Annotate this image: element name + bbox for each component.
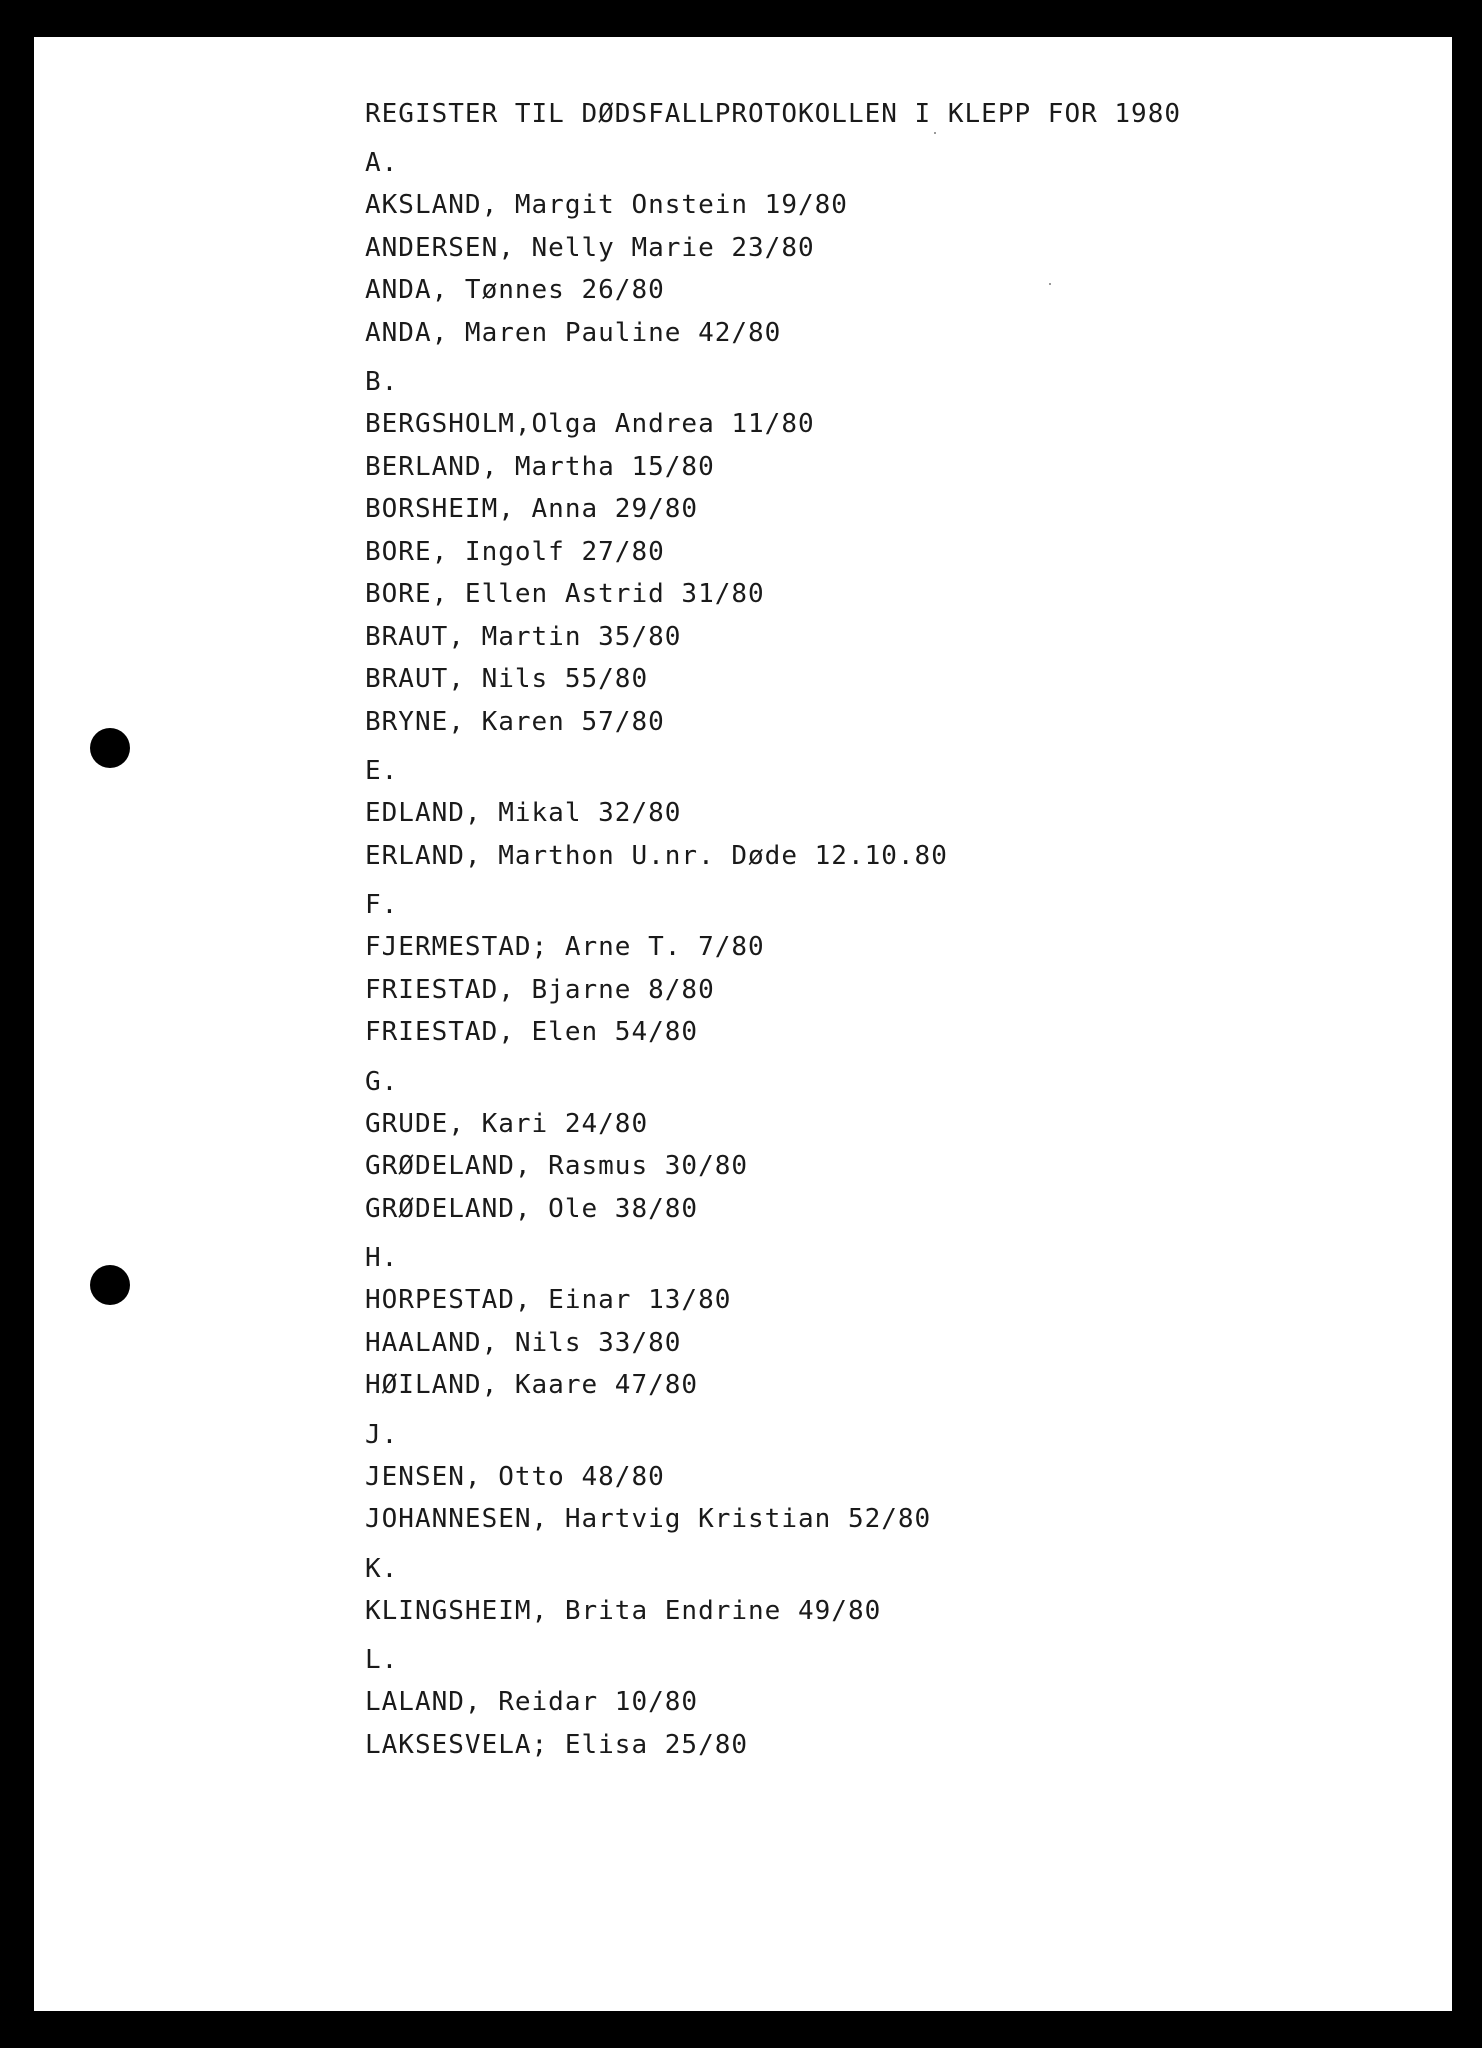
register-entry: BORSHEIM, Anna 29/80 (365, 494, 699, 524)
section-b (365, 361, 1365, 743)
section-letter: B. (365, 367, 399, 397)
register-entry: GRØDELAND, Rasmus 30/80 (365, 1151, 749, 1181)
section-k (365, 1548, 1365, 1633)
register-entry: ERLAND, Marthon U.nr. Døde 12.10.80 (365, 840, 948, 871)
register-entry: FRIESTAD, Bjarne 8/80 (365, 974, 715, 1005)
section-letter: J. (365, 1419, 399, 1450)
section-j (365, 1414, 1365, 1541)
register-entry: JENSEN, Otto 48/80 (365, 1461, 665, 1492)
register-entry: FJERMESTAD; Arne T. 7/80 (365, 932, 765, 962)
register-entry: FRIESTAD, Elen 54/80 (365, 1017, 699, 1047)
section-letter: G. (365, 1066, 399, 1097)
document-title: REGISTER TIL DØDSFALLPROTOKOLLEN I KLEPP FOR 1980 (365, 99, 1182, 129)
register-entry: AKSLAND, Margit Onstein 19/80 (365, 190, 848, 220)
section-h (365, 1237, 1365, 1407)
register-entry: ANDA, Tønnes 26/80 (365, 275, 665, 305)
punch-hole (90, 1265, 130, 1305)
register-entry: BRYNE, Karen 57/80 (365, 706, 665, 737)
register-entry: BRAUT, Martin 35/80 (365, 621, 682, 652)
register-entry: HØILAND, Kaare 47/80 (365, 1370, 699, 1400)
register-entry: HORPESTAD, Einar 13/80 (365, 1285, 732, 1315)
register-entry: HAALAND, Nils 33/80 (365, 1327, 682, 1358)
section-l (365, 1639, 1365, 1766)
register-entry: EDLAND, Mikal 32/80 (365, 798, 682, 828)
document-page (34, 37, 1452, 2011)
section-letter: F. (365, 890, 399, 920)
register-entry: JOHANNESEN, Hartvig Kristian 52/80 (365, 1504, 932, 1534)
section-letter: H. (365, 1243, 399, 1273)
register-entry: KLINGSHEIM, Brita Endrine 49/80 (365, 1595, 882, 1626)
register-entry: GRUDE, Kari 24/80 (365, 1108, 649, 1139)
register-entry: BERGSHOLM,Olga Andrea 11/80 (365, 409, 815, 439)
register-entry: LAKSESVELA; Elisa 25/80 (365, 1729, 749, 1760)
register-content (365, 93, 1365, 1766)
register-entry: BORE, Ellen Astrid 31/80 (365, 579, 765, 609)
section-g (365, 1061, 1365, 1231)
register-entry: BERLAND, Martha 15/80 (365, 451, 715, 482)
punch-hole (90, 728, 130, 768)
section-letter: L. (365, 1645, 399, 1675)
register-entry: BRAUT, Nils 55/80 (365, 664, 649, 694)
section-f (365, 884, 1365, 1054)
section-a (365, 142, 1365, 354)
section-e (365, 750, 1365, 877)
section-letter: K. (365, 1553, 399, 1584)
section-letter: A. (365, 148, 399, 178)
register-entry: ANDERSEN, Nelly Marie 23/80 (365, 232, 815, 263)
register-entry: GRØDELAND, Ole 38/80 (365, 1193, 699, 1224)
section-letter: E. (365, 756, 399, 786)
register-entry: ANDA, Maren Pauline 42/80 (365, 317, 782, 348)
register-entry: LALAND, Reidar 10/80 (365, 1687, 699, 1717)
register-entry: BORE, Ingolf 27/80 (365, 536, 665, 567)
